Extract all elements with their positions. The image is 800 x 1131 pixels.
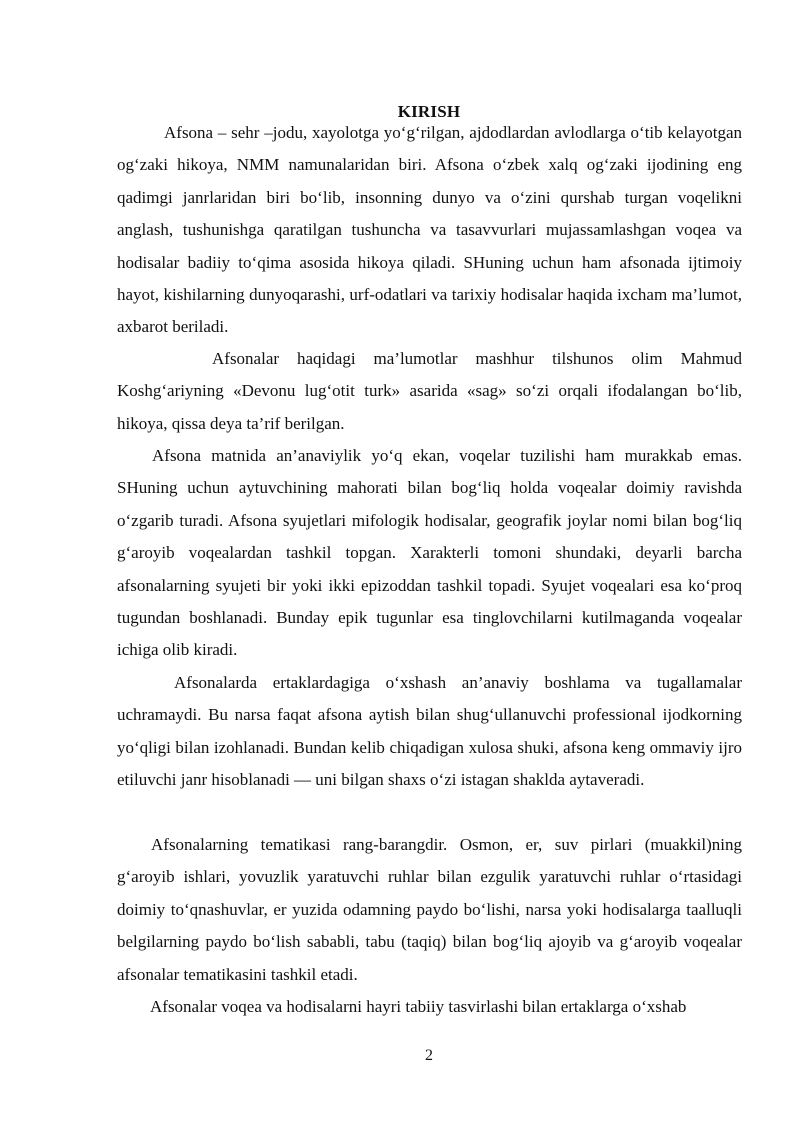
paragraph-2: Afsonalar haqidagi ma’lumotlar mashhur tilshunos olim Mahmud Koshg‘ariyning «Devonu lug‘otit turk» asarida «sag» so‘zi orqali ifodalangan bo‘lib, hikoya, qissa deya ta’rif berilgan. (117, 349, 742, 433)
paragraph-4: Afsonalarda ertaklardagiga o‘xshash an’anaviy boshlama va tugallamalar uchramaydi. Bu narsa faqat afsona aytish bilan shug‘ullanuvchi professional ijodkorning yo‘qligi bilan izohlanadi. Bundan kelib chiqadigan xulosa shuki, afsona keng ommaviy ijro etiluvchi janr hisoblanadi — uni bilgan shaxs o‘zi istagan shaklda aytaveradi. (117, 673, 742, 790)
section-title: KIRISH (397, 102, 461, 121)
paragraph-3: Afsona matnida an’anaviylik yo‘q ekan, voqelar tuzilishi ham murakkab emas. SHuning uchun aytuvchining mahorati bilan bog‘liq holda voqealar doimiy ravishda o‘zgarib turadi. Afsona syujetlari mifologik hodisalar, geografik joylar nomi bilan bog‘liq g‘aroyib voqealardan tashkil topgan. Xarakterli tomoni shundaki, deyarli barcha afsonalarning syujeti bir yoki ikki epizoddan tashkil topadi. Syujet voqealari esa ko‘proq tugundan boshlanadi. Bunday epik tugunlar esa tinglovchilarni kutilmaganda voqealar ichiga olib kiradi. (117, 446, 742, 660)
paragraph-5: Afsonalarning tematikasi rang-barangdir. Osmon, er, suv pirlari (muakkil)ning g‘aroyib ishlari, yovuzlik yaratuvchi ruhlar bilan ezgulik yaratuvchi ruhlar o‘rtasidagi doimiy to‘qnashuvlar, er yuzida odamning paydo bo‘lishi, narsa yoki hodisalarga taalluqli belgilarning paydo bo‘lish sababli, tabu (taqiq) bilan bog‘liq ajoyib va g‘aroyib voqealar afsonalar tematikasini tashkil etadi. (117, 835, 742, 984)
paragraph-1: Afsona – sehr –jodu, xayolotga yo‘g‘rilgan, ajdodlardan avlodlarga o‘tib kelayotgan og‘zaki hikoya, NMM namunalaridan biri. Afsona o‘zbek xalq og‘zaki ijodining eng qadimgi janrlaridan biri bo‘lib, insonning dunyo va o‘zini qurshab turgan voqelikni anglash, tushunishga qaratilgan tushuncha va tasavvurlari mujassamlashgan voqea va hodisalar badiiy to‘qima asosida hikoya qiladi. SHuning uchun ham afsonada ijtimoiy hayot, kishilarning dunyoqarashi, urf-odatlari va tarixiy hodisalar haqida ixcham ma’lumot, axbarot beriladi. (117, 123, 742, 337)
paragraph-6: Afsonalar voqea va hodisalarni hayri tabiiy tasvirlashi bilan ertaklarga o‘xshab (150, 997, 687, 1016)
page-number: 2 (425, 1047, 433, 1064)
